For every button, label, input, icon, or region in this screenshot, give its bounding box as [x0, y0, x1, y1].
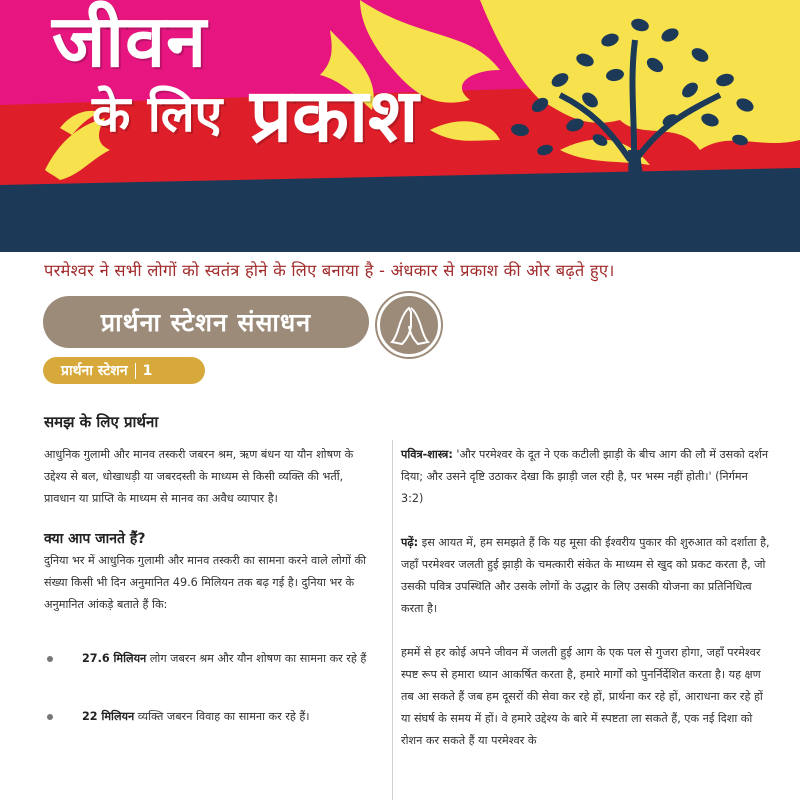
title-line-1: जीवन — [52, 0, 208, 83]
column-divider — [392, 440, 393, 800]
bullet-2-text: व्यक्ति जबरन विवाह का सामना कर रहे हैं। — [134, 710, 310, 723]
station-divider — [135, 363, 136, 379]
resource-label: प्रार्थना स्टेशन संसाधन — [43, 296, 369, 348]
title-line-2a: के लिए — [92, 85, 223, 143]
title-line-2b: प्रकाश — [250, 73, 419, 159]
scripture-label: पवित्र-शास्त्र: — [401, 448, 453, 461]
scripture-paragraph — [401, 444, 773, 510]
praying-hands-icon — [377, 293, 441, 357]
bullet-dot — [47, 656, 53, 662]
bullet-item-1 — [44, 648, 378, 670]
station-number: 1 — [142, 362, 153, 379]
did-you-know-paragraph: दुनिया भर में आधुनिक गुलामी और मानव तस्करी का सामना करने वाले लोगों की संख्या किसी भी दिन अनुमानित 49.6 मिलियन तक बढ़ गई है। दुनिया भर के अनुमानित आंकड़े बताते हैं कि: — [44, 554, 367, 611]
station-label: प्रार्थना स्टेशन — [61, 363, 128, 379]
scripture-text: 'और परमेश्वर के दूत ने एक कटीली झाड़ी के बीच आग की लौ में उसको दर्शन दिया; और उसने दृष्टि उठाकर देखा कि झाड़ी जल रही है, पर भस्म नहीं होती।' (निर्गमन 3:2) — [401, 448, 769, 505]
read-paragraph — [401, 532, 773, 620]
intro-paragraph: आधुनिक गुलामी और मानव तस्करी जबरन श्रम, ऋण बंधन या यौन शोषण के उद्देश्य से बल, धोखाधड़ी या जबरदस्ती के माध्यम से किसी व्यक्ति की भर्ती, प्रावधान या प्राप्ति के माध्यम से मानव का अवैध व्यापार है। — [44, 448, 354, 505]
bullet-item-2 — [44, 706, 378, 728]
right-column — [401, 444, 773, 752]
section-heading: समझ के लिए प्रार्थना — [44, 413, 159, 431]
did-you-know-heading: क्या आप जानते हैं? — [44, 531, 146, 547]
bullet-1-text: लोग जबरन श्रम और यौन शोषण का सामना कर रहे हैं — [146, 652, 367, 665]
read-text: इस आयत में, हम समझते हैं कि यह मूसा की ईश्वरीय पुकार की शुरुआत को दर्शाता है, जहाँ परमेश्वर जलती हुई झाड़ी के चमत्कारी संकेत के माध्यम से खुद को प्रकट करता है, जो उसकी पवित्र उपस्थिति और उसके लोगों के उद्धार के लिए उसकी योजना का प्रतिनिधित्व करता है। — [401, 536, 770, 615]
station-badge — [43, 357, 205, 384]
bullet-2-bold: 22 मिलियन — [82, 710, 135, 723]
bullet-dot — [47, 714, 53, 720]
reflection-paragraph: हममें से हर कोई अपने जीवन में जलती हुई आग के एक पल से गुजरा होगा, जहाँ परमेश्वर स्पष्ट रूप से हमारा ध्यान आकर्षित करता है, हमारे मार्गों को पुनर्निर्देशित करता है। यह क्षण तब आ सकते हैं जब हम दूसरों की सेवा कर रहे हों, प्रार्थना कर रहे हों, आराधना कर रहे हों या संघर्ष के समय में हों। वे हमारे उद्देश्य के बारे में स्पष्टता ला सकते हैं, एक नई दिशा को रोशन कर सकते हैं या परमेश्वर के — [401, 646, 763, 747]
tagline: परमेश्वर ने सभी लोगों को स्वतंत्र होने के लिए बनाया है - अंधकार से प्रकाश की ओर बढ़ते हुए। — [44, 261, 615, 280]
left-column — [44, 444, 378, 728]
bullet-1-bold: 27.6 मिलियन — [82, 652, 147, 665]
read-label: पढ़ें: — [401, 536, 419, 549]
